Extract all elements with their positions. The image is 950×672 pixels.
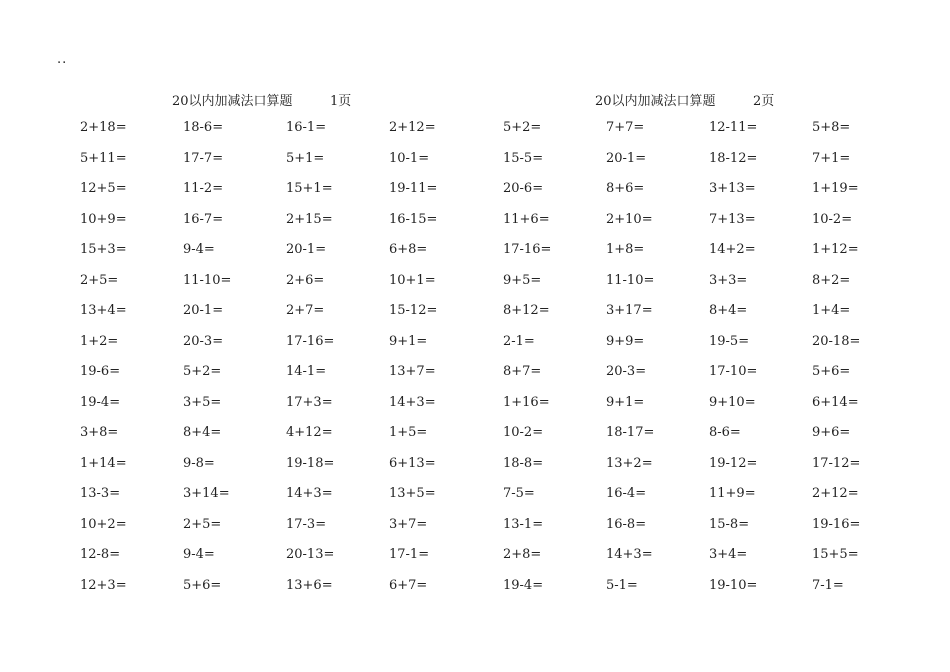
problem-row (503, 577, 915, 608)
sheet-2-title: 20以内加减法口算题 (595, 94, 716, 109)
problem-row (503, 211, 915, 242)
problem-row (80, 241, 492, 272)
problem-cell: 9-4= (183, 547, 215, 562)
problem-cell: 9+6= (812, 425, 851, 440)
problem-cell: 17-1= (389, 547, 430, 562)
problem-cell: 13+2= (606, 455, 653, 471)
problem-cell: 10-2= (812, 211, 853, 227)
problem-cell: 9-4= (183, 242, 215, 257)
problem-cell: 12-8= (80, 547, 121, 562)
problem-cell: 9+9= (606, 333, 645, 349)
problem-cell: 16-1= (286, 120, 327, 135)
problem-cell: 2+5= (183, 516, 222, 532)
problem-cell: 8+12= (503, 303, 550, 318)
problem-row (503, 180, 915, 211)
problem-cell: 7-5= (503, 486, 535, 501)
problem-cell: 3+17= (606, 303, 653, 318)
problem-cell: 3+4= (709, 547, 748, 562)
problem-row (80, 302, 492, 333)
problem-row (80, 180, 492, 211)
problem-cell: 8+6= (606, 181, 645, 196)
problem-cell: 4+12= (286, 425, 333, 440)
problem-row (80, 394, 492, 425)
problem-cell: 13-3= (80, 486, 121, 501)
problem-cell: 2+10= (606, 211, 653, 227)
problem-row (503, 302, 915, 333)
problem-cell: 7+13= (709, 211, 756, 227)
problem-cell: 20-13= (286, 547, 335, 562)
problem-cell: 17-16= (503, 242, 552, 257)
problem-row (503, 241, 915, 272)
problem-cell: 19-5= (709, 333, 750, 349)
sheet-1-problems (80, 119, 492, 607)
sheet-1-page-number: 1页 (330, 94, 352, 109)
problem-row (503, 333, 915, 364)
problem-cell: 2+18= (80, 120, 127, 135)
problem-cell: 2+8= (503, 547, 542, 562)
problem-cell: 16-7= (183, 211, 224, 227)
corner-mark: .. (57, 52, 68, 67)
problem-cell: 5-1= (606, 577, 638, 593)
problem-cell: 8+7= (503, 364, 542, 379)
problem-cell: 20-1= (286, 242, 327, 257)
problem-cell: 12+3= (80, 577, 127, 593)
problem-cell: 2+5= (80, 272, 119, 288)
problem-row (503, 455, 915, 486)
problem-cell: 20-18= (812, 333, 861, 349)
problem-cell: 8+4= (183, 425, 222, 440)
problem-cell: 2+7= (286, 303, 325, 318)
sheet-1-title: 20以内加减法口算题 (172, 94, 293, 109)
problem-cell: 11+9= (709, 486, 756, 501)
problem-row (80, 516, 492, 547)
problem-row (503, 546, 915, 577)
problem-row (80, 211, 492, 242)
problem-cell: 20-1= (606, 150, 647, 166)
problem-cell: 18-8= (503, 455, 544, 471)
problem-cell: 20-3= (606, 364, 647, 379)
problem-cell: 19-12= (709, 455, 758, 471)
problem-row (503, 424, 915, 455)
sheet-2-problems (503, 119, 915, 607)
problem-cell: 11-2= (183, 181, 224, 196)
problem-row (80, 577, 492, 608)
problem-cell: 3+3= (709, 272, 748, 288)
problem-cell: 13+7= (389, 364, 436, 379)
problem-cell: 5+1= (286, 150, 325, 166)
problem-row (80, 150, 492, 181)
problem-cell: 6+13= (389, 455, 436, 471)
problem-cell: 15-8= (709, 516, 750, 532)
problem-cell: 15+1= (286, 181, 333, 196)
problem-cell: 18-12= (709, 150, 758, 166)
problem-cell: 13-1= (503, 516, 544, 532)
problem-cell: 15-5= (503, 150, 544, 166)
problem-row (80, 272, 492, 303)
problem-cell: 9+5= (503, 272, 542, 288)
problem-cell: 8+2= (812, 272, 851, 288)
problem-cell: 1+2= (80, 333, 119, 349)
problem-cell: 13+4= (80, 303, 127, 318)
problem-cell: 15+3= (80, 242, 127, 257)
problem-cell: 11-10= (606, 272, 655, 288)
problem-row (80, 485, 492, 516)
problem-cell: 13+5= (389, 486, 436, 501)
problem-cell: 20-1= (183, 303, 224, 318)
problem-cell: 15-12= (389, 303, 438, 318)
problem-row (503, 119, 915, 150)
problem-row (503, 516, 915, 547)
problem-cell: 16-15= (389, 211, 438, 227)
problem-cell: 7+7= (606, 120, 645, 135)
problem-cell: 2+12= (389, 120, 436, 135)
problem-cell: 14+3= (389, 394, 436, 410)
problem-row (80, 363, 492, 394)
problem-cell: 10+1= (389, 272, 436, 288)
problem-cell: 20-3= (183, 333, 224, 349)
problem-row (503, 394, 915, 425)
problem-cell: 13+6= (286, 577, 333, 593)
problem-cell: 12+5= (80, 181, 127, 196)
problem-row (503, 363, 915, 394)
problem-cell: 10+2= (80, 516, 127, 532)
problem-cell: 14+3= (606, 547, 653, 562)
problem-cell: 17-3= (286, 516, 327, 532)
problem-cell: 12-11= (709, 120, 758, 135)
problem-cell: 17+3= (286, 394, 333, 410)
problem-cell: 9+10= (709, 394, 756, 410)
problem-row (80, 119, 492, 150)
problem-cell: 19-16= (812, 516, 861, 532)
problem-cell: 14+2= (709, 242, 756, 257)
problem-cell: 5+2= (183, 364, 222, 379)
problem-cell: 10+9= (80, 211, 127, 227)
problem-row (80, 333, 492, 364)
problem-cell: 17-12= (812, 455, 861, 471)
problem-cell: 5+8= (812, 120, 851, 135)
problem-cell: 1+16= (503, 394, 550, 410)
problem-cell: 19-6= (80, 364, 121, 379)
problem-cell: 2+6= (286, 272, 325, 288)
problem-cell: 2+12= (812, 486, 859, 501)
problem-cell: 14-1= (286, 364, 327, 379)
problem-cell: 18-17= (606, 425, 655, 440)
problem-cell: 19-4= (80, 394, 121, 410)
problem-cell: 1+19= (812, 181, 859, 196)
problem-cell: 1+8= (606, 242, 645, 257)
problem-cell: 2+15= (286, 211, 333, 227)
problem-cell: 6+14= (812, 394, 859, 410)
problem-cell: 10-2= (503, 425, 544, 440)
problem-cell: 5+6= (183, 577, 222, 593)
problem-cell: 15+5= (812, 547, 859, 562)
problem-cell: 5+11= (80, 150, 127, 166)
problem-cell: 7+1= (812, 150, 851, 166)
problem-cell: 2-1= (503, 333, 535, 349)
problem-cell: 8-6= (709, 425, 741, 440)
problem-cell: 16-4= (606, 486, 647, 501)
problem-cell: 3+14= (183, 486, 230, 501)
problem-cell: 19-4= (503, 577, 544, 593)
problem-cell: 7-1= (812, 577, 844, 593)
problem-cell: 3+8= (80, 425, 119, 440)
problem-cell: 16-8= (606, 516, 647, 532)
problem-cell: 1+12= (812, 242, 859, 257)
problem-row (503, 150, 915, 181)
problem-cell: 9+1= (606, 394, 645, 410)
problem-cell: 1+5= (389, 425, 428, 440)
problem-cell: 17-16= (286, 333, 335, 349)
problem-row (80, 455, 492, 486)
problem-cell: 19-10= (709, 577, 758, 593)
sheet-2-page-number: 2页 (753, 94, 775, 109)
problem-row (503, 272, 915, 303)
problem-cell: 3+5= (183, 394, 222, 410)
problem-cell: 14+3= (286, 486, 333, 501)
problem-cell: 1+4= (812, 303, 851, 318)
problem-cell: 5+6= (812, 364, 851, 379)
problem-cell: 20-6= (503, 181, 544, 196)
problem-cell: 6+8= (389, 242, 428, 257)
problem-cell: 18-6= (183, 120, 224, 135)
problem-cell: 1+14= (80, 455, 127, 471)
problem-row (80, 546, 492, 577)
problem-cell: 11+6= (503, 211, 550, 227)
problem-row (503, 485, 915, 516)
problem-cell: 17-10= (709, 364, 758, 379)
problem-cell: 19-18= (286, 455, 335, 471)
problem-cell: 6+7= (389, 577, 428, 593)
problem-cell: 9-8= (183, 455, 215, 471)
problem-cell: 8+4= (709, 303, 748, 318)
problem-row (80, 424, 492, 455)
problem-cell: 10-1= (389, 150, 430, 166)
problem-cell: 9+1= (389, 333, 428, 349)
problem-cell: 5+2= (503, 120, 542, 135)
problem-cell: 11-10= (183, 272, 232, 288)
problem-cell: 3+13= (709, 181, 756, 196)
problem-cell: 19-11= (389, 181, 438, 196)
problem-cell: 3+7= (389, 516, 428, 532)
problem-cell: 17-7= (183, 150, 224, 166)
